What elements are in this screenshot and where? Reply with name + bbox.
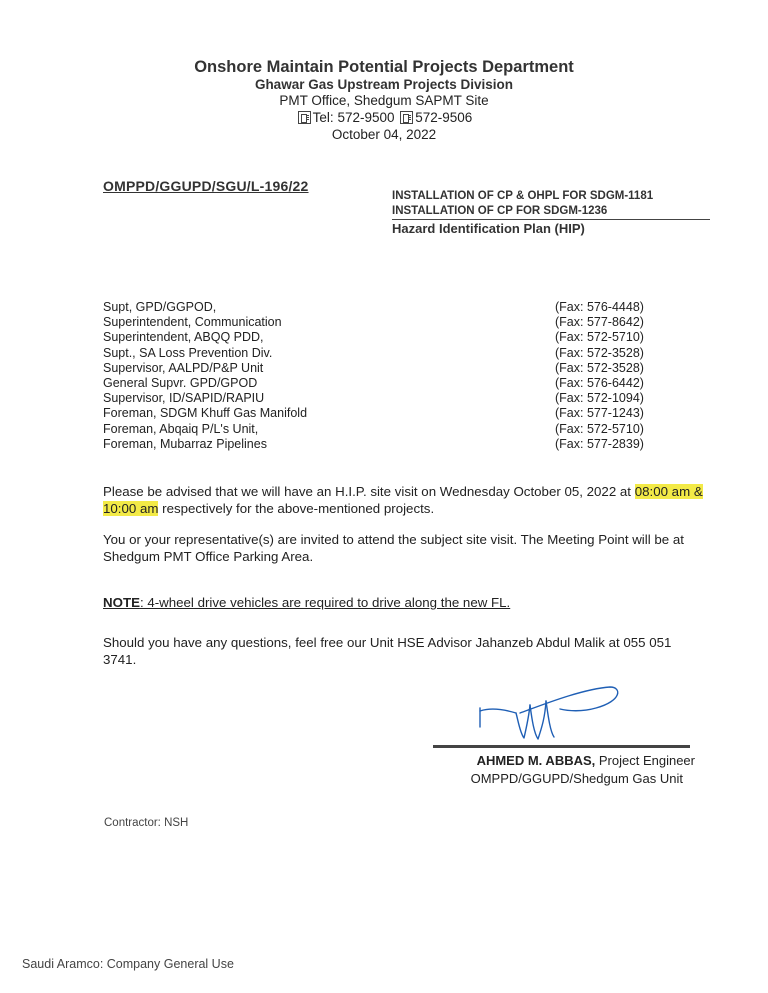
subject-line-1: INSTALLATION OF CP & OHPL FOR SDGM-1181 [392, 190, 654, 202]
division-heading: Ghawar Gas Upstream Projects Division [254, 77, 514, 92]
distribution-list [103, 300, 683, 452]
list-item [103, 315, 683, 330]
recipient-fax: (Fax: 577-8642) [555, 315, 644, 330]
subject-line-2: INSTALLATION OF CP FOR SDGM-1236 [392, 205, 710, 220]
list-item [103, 406, 683, 421]
list-item [103, 300, 683, 315]
signatory-name: AHMED M. ABBAS, [476, 753, 596, 768]
tel-label: Tel: [312, 110, 334, 125]
office-location: PMT Office, Shedgum SAPMT Site [279, 93, 489, 108]
fax-icon [400, 111, 413, 124]
announcement-text-end: respectively for the above-mentioned projects. [158, 501, 435, 516]
recipient-title: General Supvr. GPD/GPOD [103, 375, 258, 390]
recipient-fax: (Fax: 572-3528) [555, 345, 644, 360]
recipient-fax: (Fax: 576-6442) [555, 375, 644, 390]
list-item [103, 346, 683, 361]
recipient-title: Superintendent, ABQQ PDD, [103, 330, 264, 345]
recipient-fax: (Fax: 572-5710) [555, 330, 644, 345]
signature-rule [433, 745, 690, 748]
signatory-line [433, 753, 695, 768]
reference-number: OMPPD/GGUPD/SGU/L-196/22 [103, 178, 309, 194]
letter-date: October 04, 2022 [331, 127, 437, 142]
note-label: NOTE [103, 595, 140, 610]
note-paragraph [103, 594, 703, 611]
highlighted-visit-times: 08:00 am & 10:00 am [103, 484, 703, 516]
invitation-paragraph: You or your representative(s) are invited to attend the subject site visit. The Meeting Point will be at Shedgum PMT Office Parking Area. [103, 532, 684, 564]
recipient-title: Supt, GPD/GGPOD, [103, 300, 217, 314]
recipient-fax: (Fax: 572-1094) [555, 391, 644, 406]
list-item [103, 376, 683, 391]
note-text: : 4-wheel drive vehicles are required to drive along the new FL. [139, 595, 511, 610]
list-item [103, 391, 683, 406]
recipient-title: Foreman, Abqaiq P/L's Unit, [103, 421, 259, 436]
visit-announcement-paragraph [103, 483, 703, 517]
recipient-fax: (Fax: 572-5710) [555, 421, 644, 436]
recipient-fax: (Fax: 572-3528) [555, 360, 644, 375]
recipient-fax: (Fax: 577-1243) [555, 406, 644, 421]
recipient-title: Supt., SA Loss Prevention Div. [103, 345, 273, 360]
list-item [103, 361, 683, 376]
recipient-title: Supervisor, ID/SAPID/RAPIU [103, 391, 265, 406]
list-item [103, 422, 683, 437]
recipient-title: Foreman, Mubarraz Pipelines [103, 436, 267, 451]
list-item [103, 330, 683, 345]
list-item [103, 437, 683, 452]
contractor-line: Contractor: NSH [104, 817, 189, 829]
tel-number: 572-9500 [337, 110, 395, 125]
contact-paragraph: Should you have any questions, feel free our Unit HSE Advisor Jahanzeb Abdul Malik at 055 051 3741. [103, 635, 672, 667]
fax-number: 572-9506 [415, 110, 473, 125]
subject-line-3: Hazard Identification Plan (HIP) [392, 221, 585, 236]
signatory-unit: OMPPD/GGUPD/Shedgum Gas Unit [470, 771, 683, 786]
subject-block [392, 190, 710, 236]
fax-icon [298, 111, 311, 124]
signature-image [472, 675, 632, 750]
signatory-title: Project Engineer [595, 753, 695, 768]
recipient-title: Supervisor, AALPD/P&P Unit [103, 360, 264, 375]
classification-footer: Saudi Aramco: Company General Use [22, 957, 234, 971]
department-heading: Onshore Maintain Potential Projects Department [194, 58, 574, 76]
contact-line [0, 110, 768, 125]
announcement-text: Please be advised that we will have an H.I.P. site visit on Wednesday October 05, 2022 at [103, 484, 631, 499]
recipient-title: Foreman, SDGM Khuff Gas Manifold [103, 406, 308, 421]
recipient-fax: (Fax: 577-2839) [555, 436, 644, 451]
recipient-fax: (Fax: 576-4448) [555, 300, 644, 314]
recipient-title: Superintendent, Communication [103, 315, 282, 330]
